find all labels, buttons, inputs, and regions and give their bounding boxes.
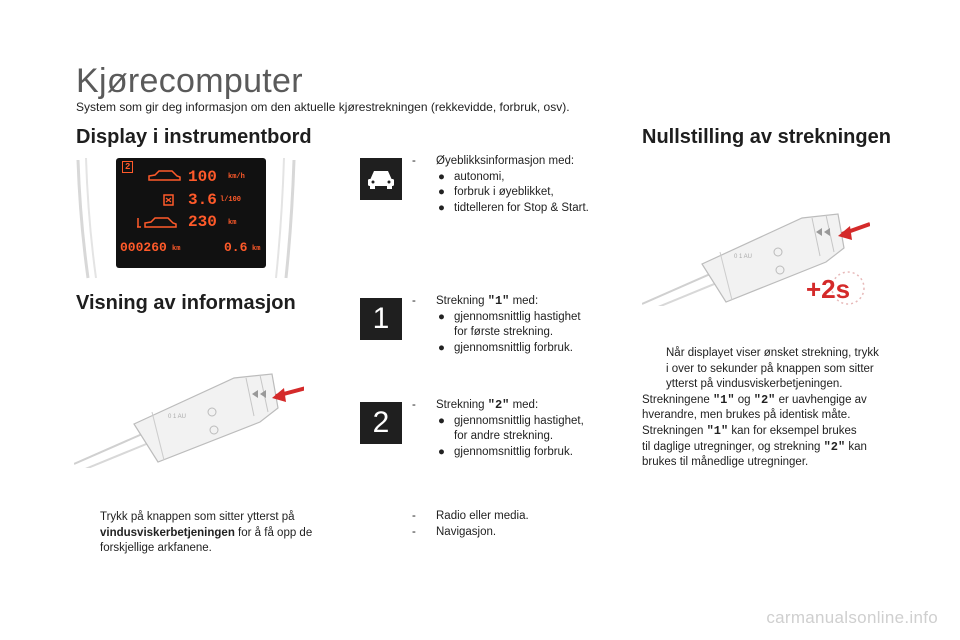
display-range: 230: [188, 213, 217, 231]
intro-text: System som gir deg informasjon om den aktuelle kjørestrekningen (rekkevidde, forbruk, osv).: [76, 100, 570, 114]
media-item-2: Navigasjon.: [436, 525, 497, 538]
p2-q1: "1": [712, 392, 735, 407]
trip2-lead-q: "2": [487, 398, 510, 412]
trip1-lead-prefix: Strekning: [436, 295, 488, 307]
p2-c: er uavhengige av: [775, 393, 867, 406]
reset-note: [642, 346, 922, 471]
instrument-screen: [116, 158, 266, 268]
wiper-stalk-illustration: [74, 372, 304, 468]
page-title: Kjørecomputer: [76, 62, 303, 100]
display-speed: 100: [188, 168, 217, 186]
trip1-item1-a: gjennomsnittlig hastighet: [454, 310, 581, 323]
media-item-1: Radio eller media.: [436, 510, 529, 522]
watermark: carmanualsonline.info: [766, 608, 938, 627]
p3-line2-q: "2": [823, 439, 846, 454]
instant-item-3: tidtelleren for Stop & Start.: [454, 201, 589, 214]
display-heading: Display i instrumentbord: [76, 126, 312, 148]
display-consumption-unit: l/100: [220, 196, 242, 204]
trip-1-block: - Strekning "1" med: ● gjennomsnittlig hastighet for første strekning. ● gjennomsnittlig forbruk.: [412, 294, 612, 356]
display-consumption: 3.6: [188, 191, 217, 209]
trip-1-icon: [360, 298, 402, 340]
instant-item-2: forbruk i øyeblikket,: [454, 186, 554, 199]
display-odometer: 000260: [120, 240, 167, 255]
reset-note-line1: Når displayet viser ønsket strekning, trykk: [666, 347, 879, 359]
display-car-icon: [146, 169, 182, 183]
trip1-item2: gjennomsnittlig forbruk.: [454, 341, 573, 354]
reset-note-line3: ytterst på vindusviskerbetjeningen.: [666, 378, 843, 391]
display-counter: 2: [122, 161, 133, 173]
trip2-lead-suffix: med:: [509, 399, 539, 411]
reset-note-p3-line3: brukes til månedlige utregninger.: [642, 456, 809, 469]
p3-b: kan for eksempel brukes: [728, 424, 857, 437]
press-note-bold: vindusviskerbetjeningen: [100, 526, 235, 539]
reset-note-line2: i over to sekunder på knappen som sitter: [666, 362, 874, 375]
p2-q2: "2": [753, 392, 776, 407]
trip1-lead-suffix: med:: [509, 295, 539, 307]
trip-2-block: - Strekning "2" med: ● gjennomsnittlig hastighet, for andre strekning. ● gjennomsnittlig forbruk.: [412, 398, 612, 460]
trip-2-icon: [360, 402, 402, 444]
display-range-unit: km: [228, 219, 237, 227]
trip1-lead-q: "1": [487, 294, 510, 308]
trip2-item1-a: gjennomsnittlig hastighet,: [454, 414, 584, 427]
instant-item-1: autonomi,: [454, 170, 505, 183]
press-note-line2: for å få opp de: [234, 526, 313, 539]
reset-note-p3: [642, 424, 922, 440]
trip1-item1-b: for første strekning.: [454, 326, 554, 339]
press-note: [76, 510, 356, 557]
trip-2-number: 2: [372, 406, 390, 439]
p2-b: og: [734, 393, 754, 406]
trip-1-number: 1: [372, 302, 390, 335]
display-speed-unit: km/h: [228, 173, 245, 181]
instrument-display-illustration: [74, 150, 298, 280]
p3-q: "1": [706, 423, 729, 438]
p3-line2-a: til daglige utregninger, og strekning: [642, 440, 824, 453]
svg-text:0 1 AU: 0 1 AU: [168, 414, 187, 420]
display-trip: 0.6: [224, 240, 248, 255]
trip2-item1-b: for andre strekning.: [454, 430, 554, 443]
press-arrow-icon: [838, 224, 870, 240]
reset-note-p2: [642, 393, 922, 409]
display-range-icon: [136, 214, 180, 230]
trip2-lead-prefix: Strekning: [436, 399, 488, 411]
press-note-line1: Trykk på knappen som sitter ytterst på: [100, 511, 295, 523]
svg-text:0 1 AU: 0 1 AU: [734, 254, 753, 260]
media-block: - Radio eller media. - Navigasjon.: [412, 509, 612, 540]
p3-line2-b: kan: [845, 440, 867, 453]
instant-lead: Øyeblikksinformasjon med:: [436, 155, 575, 167]
trip2-item2: gjennomsnittlig forbruk.: [454, 445, 573, 458]
p2-a: Strekningene: [642, 393, 713, 406]
display-pump-icon: [162, 193, 176, 207]
hold-2s-badge: [804, 268, 866, 308]
reset-note-p2-line2: hverandre, men brukes på identisk måte.: [642, 409, 851, 422]
hold-2s-label: +2s: [806, 274, 851, 304]
car-icon: [366, 168, 396, 190]
p3-a: Strekningen: [642, 424, 707, 437]
reset-note-p3-line2: [642, 440, 922, 456]
nullstilling-heading: Nullstilling av strekningen: [642, 126, 891, 148]
visning-heading: Visning av informasjon: [76, 292, 296, 314]
instant-info-block: - Øyeblikksinformasjon med: ● autonomi, ● forbruk i øyeblikket, ● tidtelleren for Stop & Start.: [412, 154, 612, 216]
press-note-line3: forskjellige arkfanene.: [100, 542, 212, 555]
car-icon-box: [360, 158, 402, 200]
display-trip-unit: km: [252, 245, 261, 253]
display-odometer-unit: km: [172, 245, 181, 253]
